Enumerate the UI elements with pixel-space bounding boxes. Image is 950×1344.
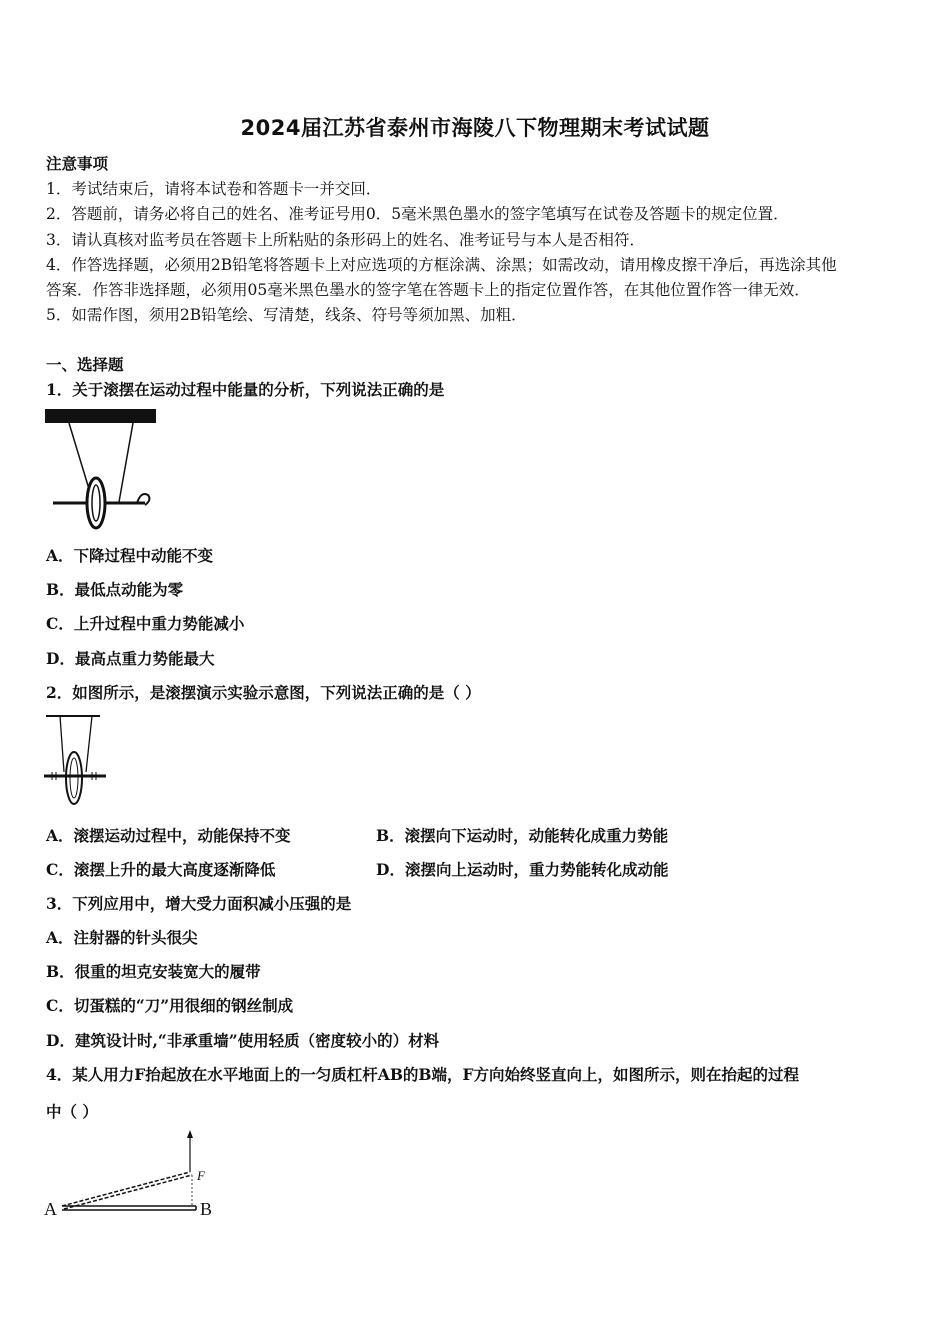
question-4-stem-line2: 中（ ）: [46, 1102, 98, 1121]
q3-option-c: C．切蛋糕的“刀”用很细的钢丝制成: [46, 996, 294, 1015]
q4-lever-figure: [42, 1128, 232, 1223]
page-title: 2024届江苏省泰州市海陵八下物理期末考试试题: [240, 116, 710, 140]
section-heading: 一、选择题: [46, 355, 124, 374]
note-item: 2．答题前，请务必将自己的姓名、准考证号用0．5毫米黑色墨水的签字笔填写在试卷及答题卡的规定位置．: [46, 205, 789, 223]
q3-option-a: A．注射器的针头很尖: [46, 928, 198, 947]
q2-rolling-pendulum-figure: [42, 710, 110, 808]
q2-option-b: B．滚摆向下运动时，动能转化成重力势能: [376, 826, 669, 845]
question-4-stem-line1: 4．某人用力F抬起放在水平地面上的一匀质杠杆AB的B端，F方向始终竖直向上，如图所示，则在抬起的过程: [46, 1065, 800, 1084]
note-item: 4．作答选择题，必须用2B铅笔将答题卡上对应选项的方框涂满、涂黑；如需改动，请用橡皮擦干净后，再选涂其他: [46, 256, 837, 274]
question-1-stem: 1．关于滚摆在运动过程中能量的分析，下列说法正确的是: [46, 380, 445, 399]
q1-option-d: D．最高点重力势能最大: [46, 649, 215, 668]
q1-option-a: A．下降过程中动能不变: [46, 546, 214, 565]
lever-label-a: A: [44, 1199, 57, 1219]
q3-option-b: B．很重的坦克安装宽大的履带: [46, 962, 261, 981]
notes-heading: 注意事项: [46, 154, 109, 173]
q1-option-c: C．上升过程中重力势能减小: [46, 614, 245, 633]
note-item: 答案．作答非选择题，必须用05毫米黑色墨水的签字笔在答题卡上的指定位置作答，在其他位置作答一律无效．: [46, 281, 810, 299]
question-2-stem: 2．如图所示，是滚摆演示实验示意图，下列说法正确的是（ ）: [46, 683, 481, 702]
note-item: 1．考试结束后，请将本试卷和答题卡一并交回．: [46, 180, 382, 198]
lever-label-b: B: [200, 1199, 213, 1219]
q1-maxwell-wheel-figure: [45, 407, 160, 530]
q2-option-d: D．滚摆向上运动时，重力势能转化成动能: [376, 860, 669, 879]
q1-option-b: B．最低点动能为零: [46, 580, 184, 599]
note-item: 3．请认真核对监考员在答题卡上所粘贴的条形码上的姓名、准考证号与本人是否相符．: [46, 231, 645, 249]
q2-option-c: C．滚摆上升的最大高度逐渐降低: [46, 860, 276, 879]
question-3-stem: 3．下列应用中，增大受力面积减小压强的是: [46, 894, 352, 913]
q2-option-a: A．滚摆运动过程中，动能保持不变: [46, 826, 291, 845]
note-item: 5．如需作图，须用2B铅笔绘、写清楚，线条、符号等须加黑、加粗．: [46, 306, 527, 324]
q3-option-d: D．建筑设计时,“非承重墙”使用轻质（密度较小的）材料: [46, 1031, 440, 1050]
force-label-f: F: [197, 1168, 205, 1183]
